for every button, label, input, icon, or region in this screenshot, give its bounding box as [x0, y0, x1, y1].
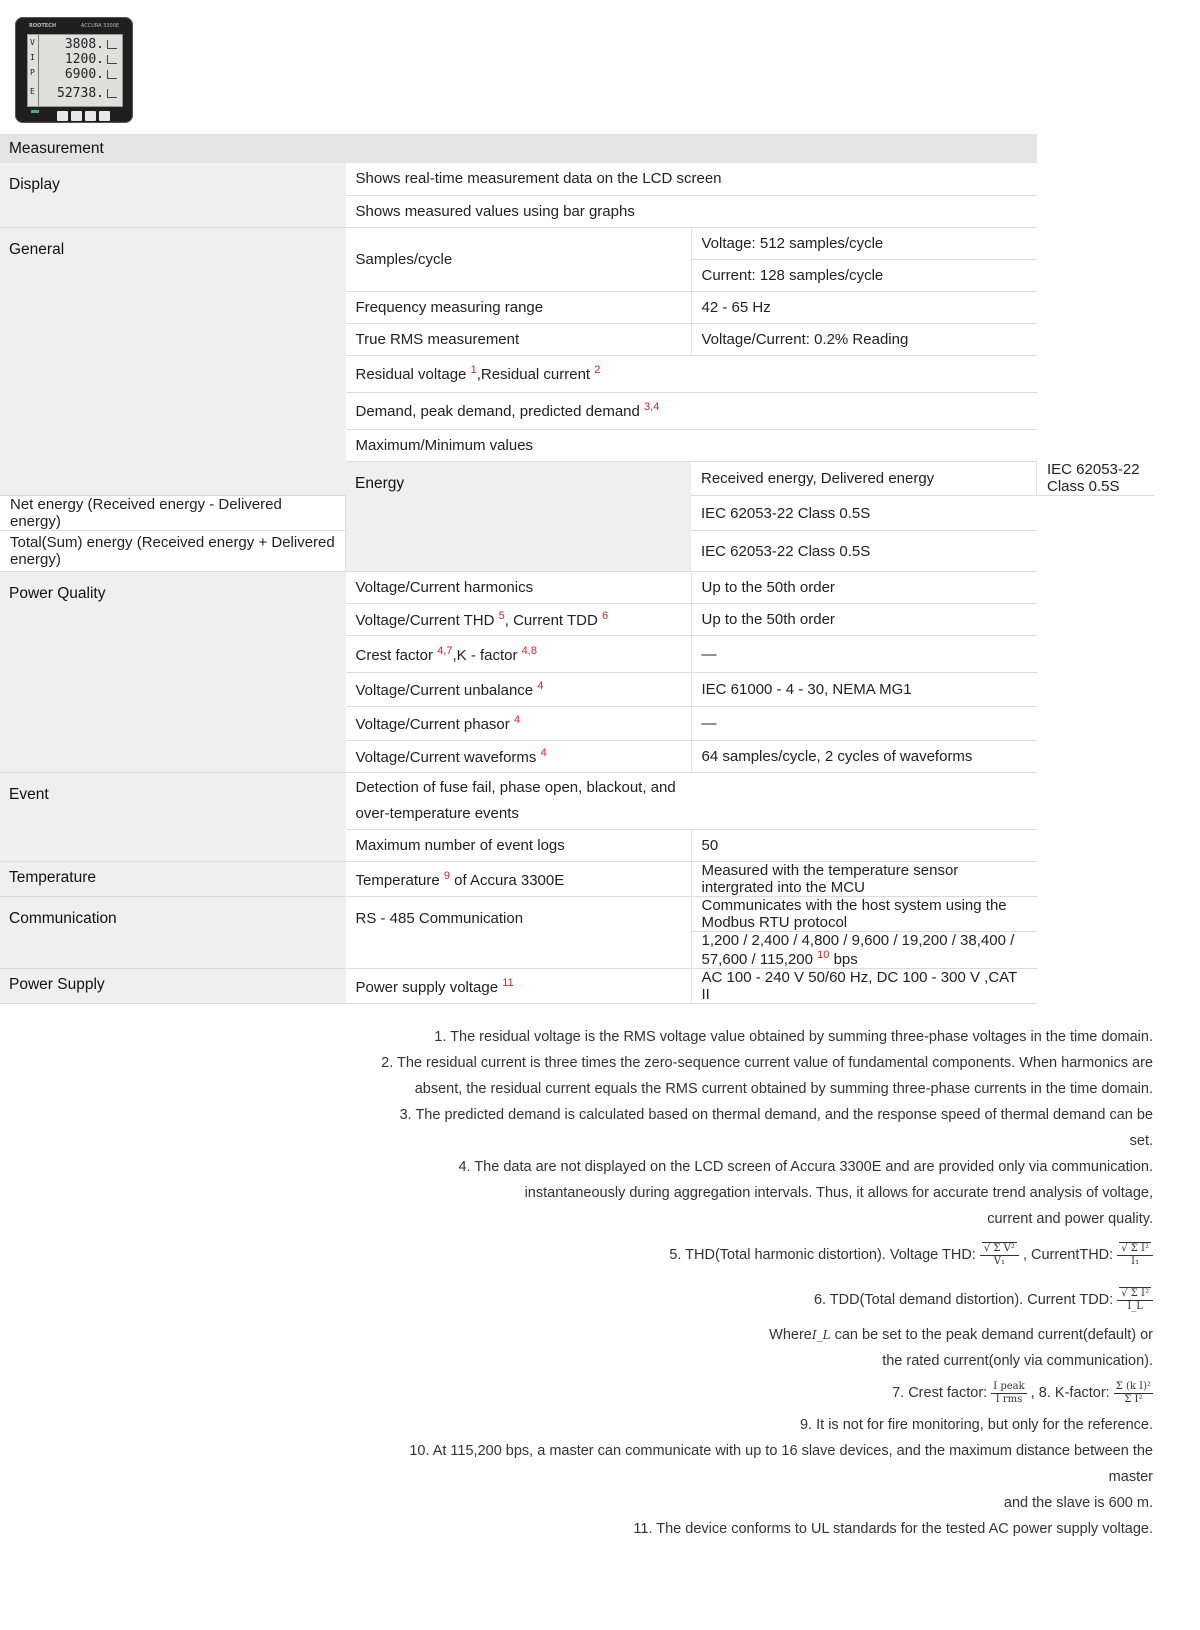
category-event: Event: [0, 773, 346, 862]
status-led: [31, 110, 39, 113]
tdd-formula: $\frac{\text{√ Σ I²}}{I\_L}$: [1117, 1287, 1153, 1313]
spec-value: 1,200 / 2,400 / 4,800 / 9,600 / 19,200 / 38,400 / 57,600 / 115,200 $^{10}$ bps: [691, 932, 1037, 969]
spec-label: Temperature $^9$ of Accura 3300E: [346, 862, 692, 897]
footnote: current and power quality.: [987, 1211, 1153, 1227]
footnote: 1. The residual voltage is the RMS voltage value obtained by summing three-phase voltages in the time domain.: [434, 1029, 1153, 1045]
lcd-row: V 3808.: [30, 37, 120, 51]
spec-table: [0, 134, 1154, 1004]
device-buttons: [57, 108, 113, 126]
spec-value: IEC 62053-22 Class 0.5S: [691, 496, 1037, 531]
footnote: 10. At 115,200 bps, a master can communicate with up to 16 slave devices, and the maximum distance between the master: [409, 1443, 1153, 1485]
spec-value: 50: [691, 830, 1037, 862]
spec-value: Up to the 50th order: [691, 604, 1037, 636]
category-display: Display: [0, 163, 346, 227]
footnote: 7. Crest factor: $\frac{\text{I peak}}{\text{I rms}}$ , 8. K-factor: $\frac{\text{Σ (k I)²}}{\text{Σ I²}}$: [892, 1380, 1151, 1405]
spec-label: Total(Sum) energy (Received energy + Delivered energy): [0, 531, 346, 572]
spec-text: Demand, peak demand, predicted demand $^{3,4}$: [346, 392, 1037, 429]
spec-label: Samples/cycle: [346, 227, 692, 291]
lcd-row: I 1200.: [30, 52, 120, 66]
product-image: [15, 17, 133, 123]
footnote: 6. TDD(Total demand distortion). Current TDD: $\frac{\text{√ Σ I²}}{I\_L}$: [373, 1278, 1153, 1322]
k-factor-formula: $\frac{\text{Σ (k I)²}}{\text{Σ I²}}$: [1115, 1380, 1151, 1405]
current-thd-formula: $\frac{\text{√ Σ I²}}{\text{I₁}}$: [1117, 1242, 1153, 1268]
spec-label: Voltage/Current waveforms $^4$: [346, 741, 692, 773]
spec-value: IEC 61000 - 4 - 30, NEMA MG1: [691, 673, 1037, 707]
lcd-row: E 52738.: [30, 86, 120, 100]
spec-label: Net energy (Received energy - Delivered energy): [0, 496, 346, 531]
voltage-thd-formula: $\frac{\text{√ Σ V²}}{\text{V₁}}$: [980, 1242, 1019, 1268]
spec-label: True RMS measurement: [346, 323, 692, 355]
spec-text: Shows measured values using bar graphs: [346, 195, 1037, 227]
spec-label: Voltage/Current THD $^5$, Current TDD $^6$: [346, 604, 692, 636]
spec-value: —: [691, 707, 1037, 741]
spec-label: Received energy, Delivered energy: [691, 461, 1037, 496]
spec-label: Power supply voltage $^{11}$: [346, 969, 692, 1004]
spec-value: 42 - 65 Hz: [691, 291, 1037, 323]
device-lcd: [27, 34, 123, 107]
footnote: 5. THD(Total harmonic distortion). Voltage THD: $\frac{\text{√ Σ V²}}{\text{V₁}}$ , CurrentTHD: $\frac{\text{√ Σ I²}}{\text{I₁}}$: [373, 1232, 1153, 1278]
section-header: Measurement: [0, 134, 1037, 163]
spec-value: Up to the 50th order: [691, 572, 1037, 604]
footnotes: [373, 1024, 1153, 1542]
footnote: WhereI_L can be set to the peak demand current(default) or: [769, 1327, 1153, 1343]
category-temperature: Temperature: [0, 862, 346, 897]
spec-value: AC 100 - 240 V 50/60 Hz, DC 100 - 300 V ,CAT II: [691, 969, 1037, 1004]
footnote: 11. The device conforms to UL standards for the tested AC power supply voltage.: [633, 1521, 1153, 1537]
footnote: 9. It is not for fire monitoring, but only for the reference.: [799, 1417, 1153, 1433]
spec-label: Voltage/Current harmonics: [346, 572, 692, 604]
spec-value: Current: 128 samples/cycle: [691, 259, 1037, 291]
spec-text: Shows real-time measurement data on the LCD screen: [346, 163, 1037, 195]
footnote: and the slave is 600 m.: [1003, 1495, 1153, 1511]
spec-label: Voltage/Current phasor $^4$: [346, 707, 692, 741]
category-general: General: [0, 227, 346, 496]
spec-text: Residual voltage $^1$,Residual current $^2$: [346, 355, 1037, 392]
category-power-quality: Power Quality: [0, 572, 346, 773]
device-brand: ROOTECH ACCURA 3300E: [29, 23, 119, 29]
footnote: 2. The residual current is three times the zero-sequence current value of fundamental components. When harmonics are: [381, 1055, 1153, 1071]
spec-text: Maximum/Minimum values: [346, 429, 1037, 461]
spec-value: Measured with the temperature sensor intergrated into the MCU: [691, 862, 1037, 897]
footnote: 3. The predicted demand is calculated based on thermal demand, and the response speed of thermal demand can be set.: [399, 1107, 1153, 1149]
footnote: 4. The data are not displayed on the LCD screen of Accura 3300E and are provided only via communication.: [458, 1159, 1153, 1175]
spec-value: Voltage/Current: 0.2% Reading: [691, 323, 1037, 355]
spec-label: Frequency measuring range: [346, 291, 692, 323]
footnote: instantaneously during aggregation intervals. Thus, it allows for accurate trend analysis of voltage,: [524, 1185, 1153, 1201]
lcd-row: P 6900.: [30, 67, 120, 81]
category-communication: Communication: [0, 897, 346, 969]
footnote: the rated current(only via communication).: [882, 1353, 1153, 1369]
spec-value: Voltage: 512 samples/cycle: [691, 227, 1037, 259]
spec-text: Detection of fuse fail, phase open, blackout, and over-temperature events: [346, 773, 1037, 830]
spec-value: —: [691, 636, 1037, 673]
category-energy: Energy: [346, 461, 692, 572]
spec-value: 64 samples/cycle, 2 cycles of waveforms: [691, 741, 1037, 773]
spec-value: IEC 62053-22 Class 0.5S: [1037, 461, 1155, 496]
footnote: absent, the residual current equals the RMS current obtained by summing three-phase currents in the time domain.: [414, 1081, 1153, 1097]
spec-label: Maximum number of event logs: [346, 830, 692, 862]
spec-label: Crest factor $^{4,7}$,K - factor $^{4,8}$: [346, 636, 692, 673]
category-power-supply: Power Supply: [0, 969, 346, 1004]
spec-label: RS - 485 Communication: [346, 897, 692, 969]
spec-value: IEC 62053-22 Class 0.5S: [691, 531, 1037, 572]
spec-label: Voltage/Current unbalance $^4$: [346, 673, 692, 707]
spec-value: Communicates with the host system using the Modbus RTU protocol: [691, 897, 1037, 932]
crest-factor-formula: $\frac{\text{I peak}}{\text{I rms}}$: [993, 1380, 1025, 1405]
